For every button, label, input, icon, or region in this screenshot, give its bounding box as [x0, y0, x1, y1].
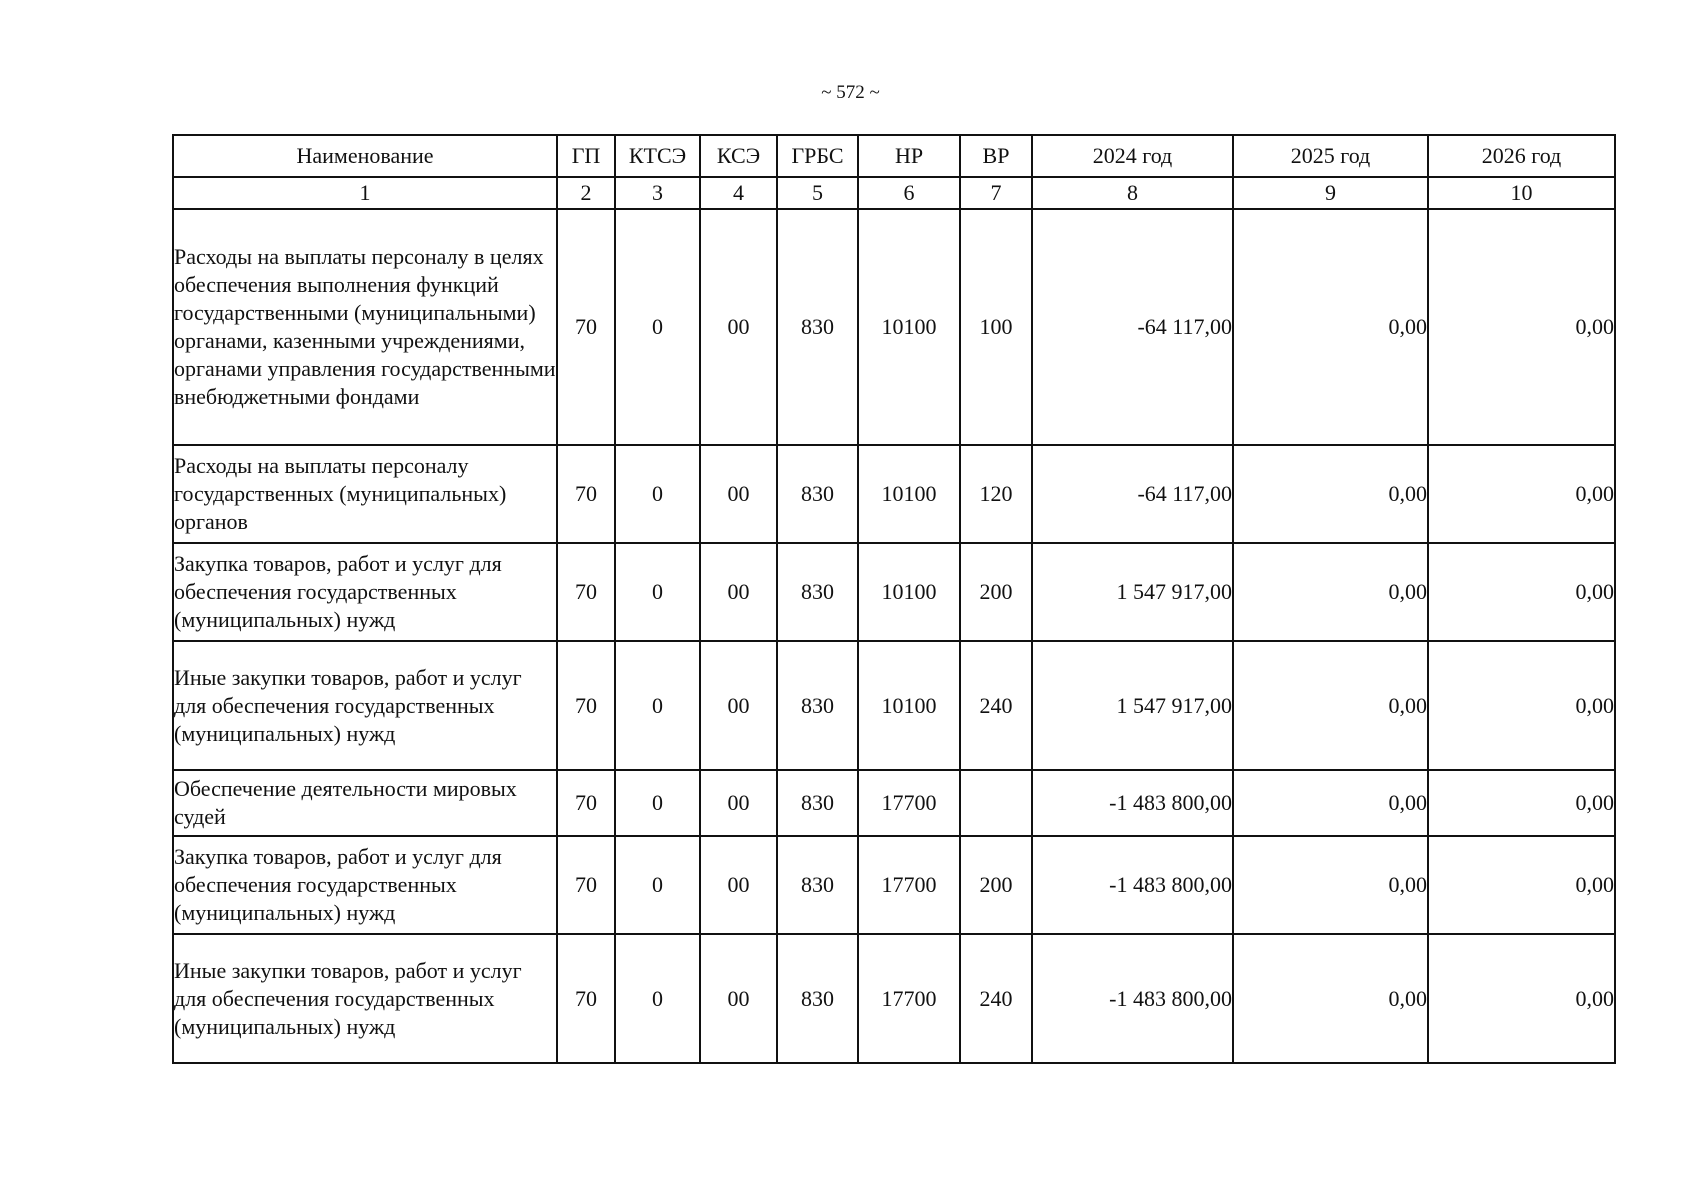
header-vr: ВР: [960, 135, 1032, 177]
row-2026-amount: 0,00: [1428, 836, 1615, 934]
row-grbs: 830: [777, 641, 858, 770]
row-vr: 200: [960, 836, 1032, 934]
row-name: Иные закупки товаров, работ и услуг для обеспечения государственных (муниципальных) нужд: [173, 934, 557, 1063]
row-ktse: 0: [615, 770, 700, 836]
row-2024-amount: 1 547 917,00: [1032, 641, 1233, 770]
row-2024-amount: -64 117,00: [1032, 445, 1233, 543]
row-2025-amount: 0,00: [1233, 641, 1428, 770]
row-grbs: 830: [777, 543, 858, 641]
row-2026-amount: 0,00: [1428, 770, 1615, 836]
row-kse: 00: [700, 641, 777, 770]
row-kse: 00: [700, 934, 777, 1063]
row-vr: 240: [960, 934, 1032, 1063]
row-ktse: 0: [615, 934, 700, 1063]
table-row: [173, 934, 1615, 1063]
row-ktse: 0: [615, 543, 700, 641]
row-grbs: 830: [777, 445, 858, 543]
row-grbs: 830: [777, 836, 858, 934]
row-vr: 200: [960, 543, 1032, 641]
row-2024-amount: -64 117,00: [1032, 209, 1233, 445]
budget-table: [172, 134, 1616, 1064]
row-ktse: 0: [615, 641, 700, 770]
row-gp: 70: [557, 641, 615, 770]
header-grbs: ГРБС: [777, 135, 858, 177]
row-2024-amount: 1 547 917,00: [1032, 543, 1233, 641]
row-nr: 17700: [858, 770, 960, 836]
column-number: 7: [960, 177, 1032, 209]
row-name: Обеспечение деятельности мировых судей: [173, 770, 557, 836]
column-number: 6: [858, 177, 960, 209]
table-row: [173, 770, 1615, 836]
table-row: [173, 543, 1615, 641]
row-vr: [960, 770, 1032, 836]
row-kse: 00: [700, 209, 777, 445]
header-nr: НР: [858, 135, 960, 177]
column-number: 5: [777, 177, 858, 209]
header-2025: 2025 год: [1233, 135, 1428, 177]
row-2025-amount: 0,00: [1233, 543, 1428, 641]
row-name: Закупка товаров, работ и услуг для обеспечения государственных (муниципальных) нужд: [173, 836, 557, 934]
column-number: 4: [700, 177, 777, 209]
table-row: [173, 836, 1615, 934]
row-2025-amount: 0,00: [1233, 770, 1428, 836]
row-kse: 00: [700, 445, 777, 543]
row-ktse: 0: [615, 445, 700, 543]
row-nr: 10100: [858, 543, 960, 641]
row-name: Закупка товаров, работ и услуг для обеспечения государственных (муниципальных) нужд: [173, 543, 557, 641]
row-2026-amount: 0,00: [1428, 641, 1615, 770]
row-2025-amount: 0,00: [1233, 836, 1428, 934]
row-ktse: 0: [615, 836, 700, 934]
row-2026-amount: 0,00: [1428, 543, 1615, 641]
row-2024-amount: -1 483 800,00: [1032, 836, 1233, 934]
row-nr: 10100: [858, 209, 960, 445]
row-name: Расходы на выплаты персоналу в целях обеспечения выполнения функций государственными (муниципальными) органами, казенными учреждениями, органами управления государственными внебюджетными фондами: [173, 209, 557, 445]
header-name: Наименование: [173, 135, 557, 177]
column-number-row: [173, 177, 1615, 209]
column-number: 2: [557, 177, 615, 209]
table-body: [173, 177, 1615, 1063]
header-ktse: КТСЭ: [615, 135, 700, 177]
row-gp: 70: [557, 543, 615, 641]
header-2026: 2026 год: [1428, 135, 1615, 177]
table-row: [173, 641, 1615, 770]
row-name: Расходы на выплаты персоналу государственных (муниципальных) органов: [173, 445, 557, 543]
row-vr: 120: [960, 445, 1032, 543]
row-grbs: 830: [777, 209, 858, 445]
row-nr: 17700: [858, 934, 960, 1063]
header-kse: КСЭ: [700, 135, 777, 177]
page-number: ~ 572 ~: [821, 82, 880, 103]
row-gp: 70: [557, 934, 615, 1063]
table-header: [173, 135, 1615, 177]
row-grbs: 830: [777, 934, 858, 1063]
column-number: 8: [1032, 177, 1233, 209]
row-2025-amount: 0,00: [1233, 445, 1428, 543]
table-row: [173, 445, 1615, 543]
row-grbs: 830: [777, 770, 858, 836]
row-2025-amount: 0,00: [1233, 209, 1428, 445]
column-number: 10: [1428, 177, 1615, 209]
row-kse: 00: [700, 770, 777, 836]
header-gp: ГП: [557, 135, 615, 177]
row-2026-amount: 0,00: [1428, 934, 1615, 1063]
column-number: 1: [173, 177, 557, 209]
row-2024-amount: -1 483 800,00: [1032, 934, 1233, 1063]
header-2024: 2024 год: [1032, 135, 1233, 177]
row-nr: 17700: [858, 836, 960, 934]
row-2025-amount: 0,00: [1233, 934, 1428, 1063]
row-ktse: 0: [615, 209, 700, 445]
column-number: 9: [1233, 177, 1428, 209]
row-2026-amount: 0,00: [1428, 209, 1615, 445]
row-gp: 70: [557, 836, 615, 934]
row-gp: 70: [557, 209, 615, 445]
row-kse: 00: [700, 836, 777, 934]
table-row: [173, 209, 1615, 445]
row-kse: 00: [700, 543, 777, 641]
row-2026-amount: 0,00: [1428, 445, 1615, 543]
row-nr: 10100: [858, 445, 960, 543]
row-gp: 70: [557, 445, 615, 543]
header-row: [173, 135, 1615, 177]
column-number: 3: [615, 177, 700, 209]
row-vr: 240: [960, 641, 1032, 770]
row-nr: 10100: [858, 641, 960, 770]
row-2024-amount: -1 483 800,00: [1032, 770, 1233, 836]
row-name: Иные закупки товаров, работ и услуг для обеспечения государственных (муниципальных) нужд: [173, 641, 557, 770]
row-vr: 100: [960, 209, 1032, 445]
row-gp: 70: [557, 770, 615, 836]
